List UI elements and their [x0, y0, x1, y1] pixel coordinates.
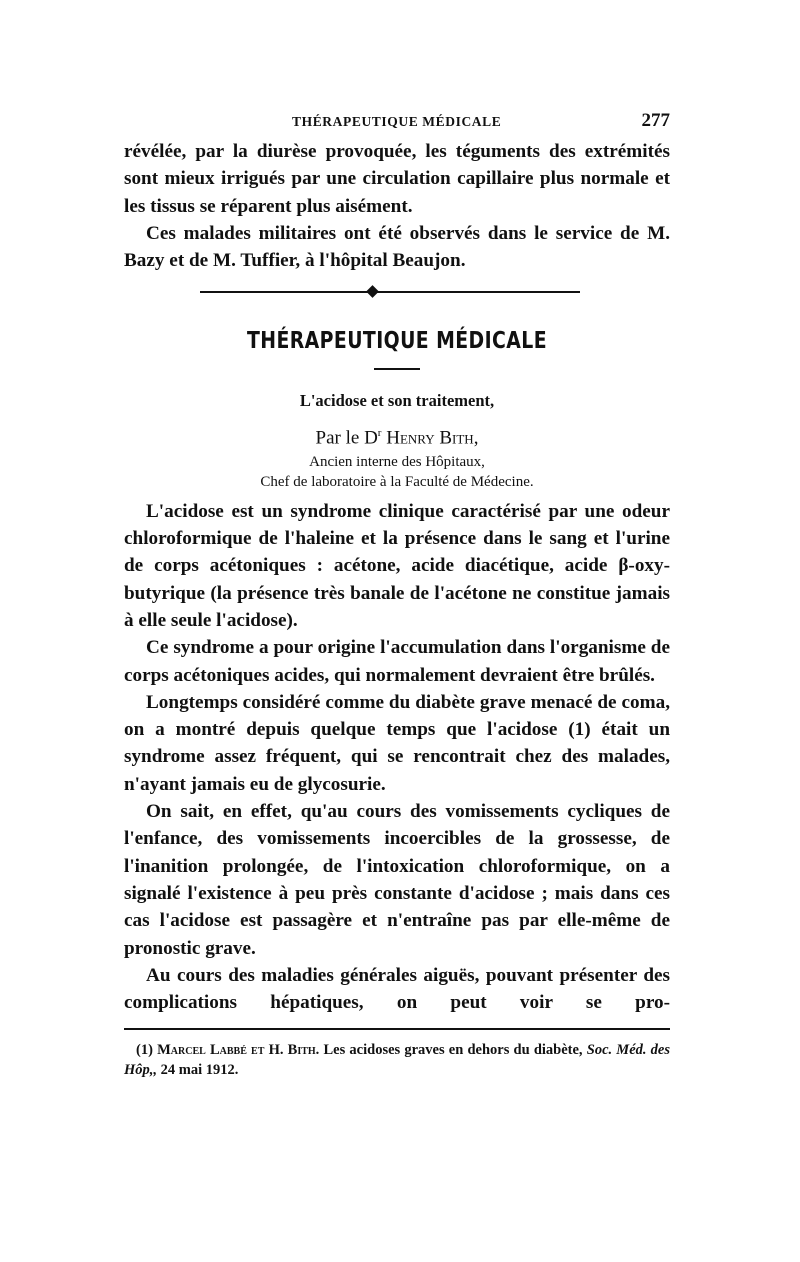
article-author: [124, 420, 670, 451]
intro-paragraph: révélée, par la diurèse provoquée, les téguments des extrémités sont mieux irrigués par une circulation capillaire plus normale et les tissus se réparent plus aisément.: [124, 141, 670, 217]
footnote-date: 24 mai 1912.: [160, 1062, 239, 1079]
author-prefix: Par le D: [315, 427, 378, 449]
title-rule: [374, 368, 420, 370]
running-head: [124, 108, 670, 134]
diamond-ornament-icon: [366, 286, 379, 299]
author-title-sup: r: [377, 427, 382, 440]
footnote-text: Les acidoses graves en dehors du diabète,: [323, 1042, 583, 1059]
section-title: THÉRAPEUTIQUE MÉDICALE: [246, 328, 548, 355]
section-divider: [124, 282, 670, 300]
running-title: THÉRAPEUTIQUE MÉDICALE: [292, 114, 502, 129]
intro-paragraph: Ces malades militaires ont été observés dans le service de M. Bazy et de M. Tuffier, à l'hôpital Beaujon.: [124, 222, 670, 272]
author-name: Henry Bith,: [386, 427, 479, 449]
author-credential: Ancien interne des Hôpitaux,: [309, 453, 485, 470]
body-paragraph: L'acidose est un syndrome clinique caractérisé par une odeur chloroformique de l'haleine et la présence dans le sang et l'urine de corps acétoniques : acétone, acide diacétique, acide β-oxy-butyrique (la présence très banale de l'acétone ne constitue jamais à elle seule l'acidose).: [124, 500, 670, 631]
body-paragraph: Longtemps considéré comme du diabète grave menacé de coma, on a montré depuis quelque temps que l'acidose (1) était un syndrome assez fréquent, qui se rencontrait chez des malades, n'ayant jamais eu de glycosurie.: [124, 691, 670, 795]
body-paragraph: Au cours des maladies générales aiguës, pouvant présenter des complications hépatiques, on peut voir se pro-: [124, 964, 670, 1014]
footnote-rule: [124, 1028, 670, 1030]
article-title: L'acidose et son traitement,: [299, 391, 495, 411]
footnote: [124, 1040, 670, 1080]
article-body: [124, 498, 670, 1017]
footnote-marker: (1): [136, 1042, 153, 1059]
book-page: [124, 108, 670, 1080]
body-paragraph: On sait, en effet, qu'au cours des vomissements cycliques de l'enfance, des vomissements incoercibles de la grossesse, de l'inanition prolongée, de l'intoxication chloroformique, on a signalé l'existence à peu près constante d'acidose ; mais dans ces cas l'acidose est passagère et n'entraîne pas par elle-même de pronostic grave.: [124, 801, 670, 959]
body-paragraph: Ce syndrome a pour origine l'accumulation dans l'organisme de corps acétoniques acides, qui normalement devraient être brûlés.: [124, 637, 670, 686]
page-number: 277: [641, 110, 670, 131]
footnote-journal: Soc. Méd. des Hôp,,: [124, 1042, 671, 1079]
author-credential: Chef de laboratoire à la Faculté de Médecine.: [260, 473, 534, 490]
footnote-authors: Marcel Labbé et H. Bith.: [157, 1042, 320, 1059]
